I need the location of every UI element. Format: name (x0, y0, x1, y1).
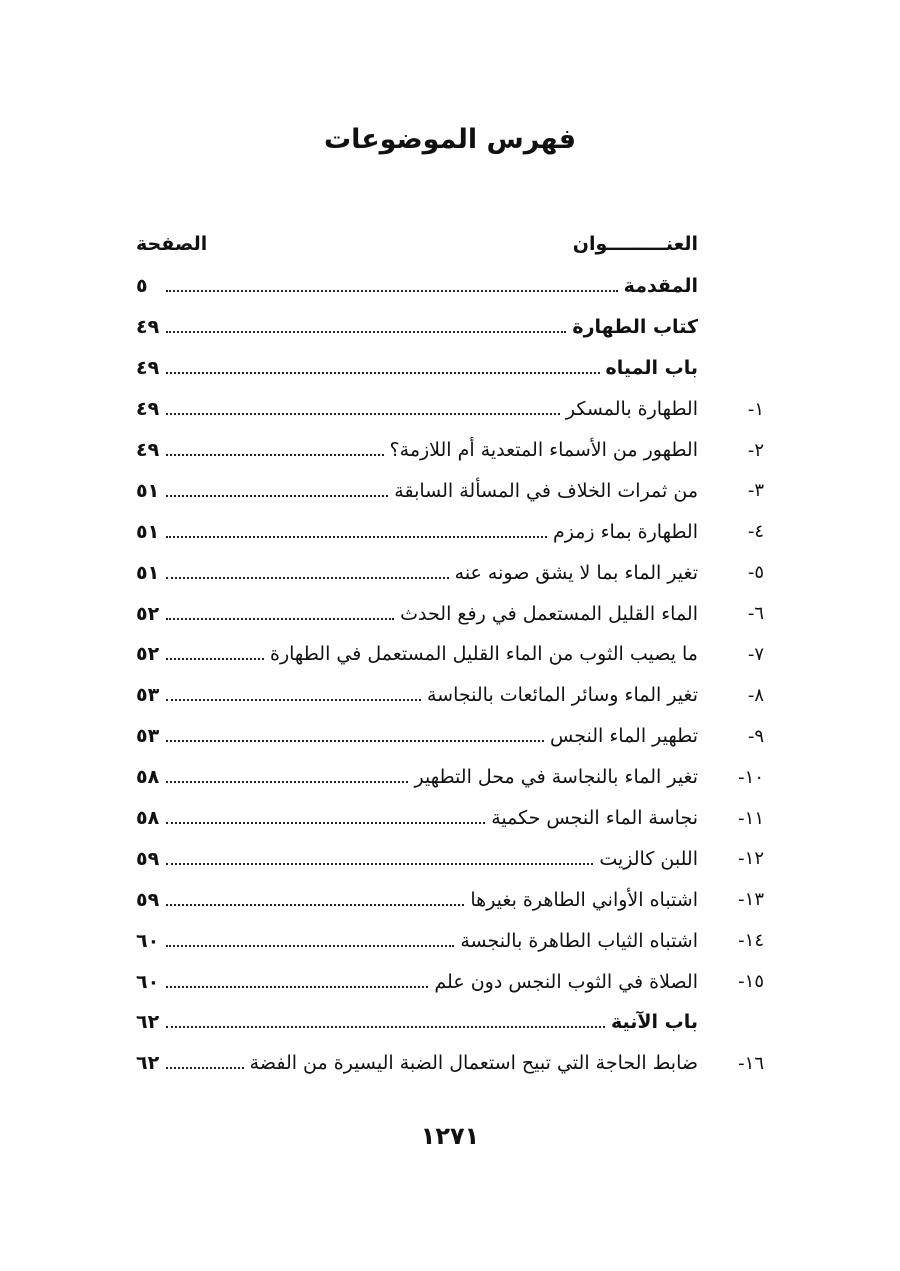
toc-entry (136, 1011, 698, 1033)
entry-number: ١- (747, 398, 764, 420)
entry-page-number: ٥٣ (136, 725, 160, 748)
entry-page-number: ٦٢ (136, 1011, 160, 1034)
toc-row (136, 798, 764, 839)
entry-page-number: ٥١ (136, 479, 160, 502)
page-column-header: الصفحة (136, 233, 208, 255)
toc-row (136, 593, 764, 634)
toc-row (136, 757, 764, 798)
dot-leader (166, 1026, 605, 1028)
toc-entry (136, 357, 698, 379)
entry-title: كتاب الطهارة (572, 316, 698, 339)
entry-title: الطهارة بالمسكر (565, 398, 698, 421)
toc-entry (136, 725, 698, 747)
entry-page-number: ٥٢ (136, 602, 160, 625)
entry-page-number: ٥٨ (136, 766, 160, 789)
toc-row (136, 920, 764, 961)
toc-entry (136, 807, 698, 829)
toc-row (136, 348, 764, 389)
toc-entry (136, 971, 698, 993)
dot-leader (166, 618, 394, 620)
entry-title: اشتباه الثياب الطاهرة بالنجسة (460, 929, 698, 952)
entry-page-number: ٦٢ (136, 1052, 160, 1075)
toc-entry (136, 643, 698, 665)
toc-row (136, 552, 764, 593)
toc-row (136, 879, 764, 920)
dot-leader (166, 1067, 244, 1069)
dot-leader (166, 986, 428, 988)
dot-leader (166, 904, 464, 906)
entry-number: ٩- (747, 725, 764, 747)
toc-entry (136, 439, 698, 461)
dot-leader (166, 699, 421, 701)
entry-page-number: ٤٩ (136, 439, 160, 461)
dot-leader (166, 781, 408, 783)
toc-row (136, 307, 764, 348)
table-of-contents (136, 266, 764, 1084)
entry-title: المقدمة (623, 275, 698, 298)
entry-number: ١٠- (738, 766, 764, 788)
toc-row (136, 716, 764, 757)
entry-title: تغير الماء بما لا يشق صونه عنه (454, 561, 698, 584)
entry-number: ٦- (747, 603, 764, 625)
toc-row (136, 430, 764, 471)
dot-leader (166, 658, 264, 660)
entry-page-number: ٤٩ (136, 357, 160, 380)
toc-entry (136, 684, 698, 706)
dot-leader (166, 740, 544, 742)
toc-entry (136, 930, 698, 952)
entry-title: اشتباه الأواني الطاهرة بغيرها (470, 888, 698, 911)
toc-row (136, 266, 764, 307)
toc-row (136, 961, 764, 1002)
toc-entry (136, 562, 698, 584)
entry-page-number: ٦٠ (136, 929, 160, 952)
entry-number: ١٤- (738, 930, 764, 952)
entry-title: الصلاة في الثوب النجس دون علم (434, 970, 698, 993)
dot-leader (166, 945, 454, 947)
entry-page-number: ٥٨ (136, 807, 160, 830)
toc-entry (136, 1052, 698, 1074)
entry-page-number: ٥١ (136, 561, 160, 584)
toc-row (136, 389, 764, 430)
entry-number: ٥- (747, 562, 764, 584)
entry-page-number: ٥٣ (136, 684, 160, 707)
dot-leader (166, 577, 449, 579)
dot-leader (166, 372, 600, 374)
entry-title: تغير الماء بالنجاسة في محل التطهير (414, 766, 698, 789)
entry-number: ٤- (747, 521, 764, 543)
toc-entry (136, 480, 698, 502)
toc-entry (136, 603, 698, 625)
toc-entry (136, 766, 698, 788)
page-title: فهرس الموضوعات (323, 124, 577, 155)
toc-row (136, 634, 764, 675)
entry-title: اللبن كالزيت (599, 847, 698, 870)
entry-title: من ثمرات الخلاف في المسألة السابقة (394, 479, 698, 502)
entry-page-number: ٤٩ (136, 398, 160, 421)
entry-number: ٧- (747, 643, 764, 665)
entry-number: ٣- (747, 480, 764, 502)
entry-page-number: ٥١ (136, 520, 160, 543)
dot-leader (166, 822, 485, 824)
entry-number: ١٢- (738, 848, 764, 870)
toc-row (136, 1043, 764, 1084)
entry-title: الطهور من الأسماء المتعدية أم اللازمة؟ (389, 439, 698, 461)
toc-row (136, 470, 764, 511)
entry-page-number: ٦٠ (136, 970, 160, 993)
dot-leader (166, 454, 384, 456)
entry-title: الماء القليل المستعمل في رفع الحدث (400, 602, 698, 625)
entry-page-number: ٤٩ (136, 316, 160, 339)
title-column-header: العنـــــــــوان (572, 233, 698, 255)
entry-number: ٨- (747, 684, 764, 706)
entry-title: نجاسة الماء النجس حكمية (491, 807, 698, 830)
toc-row (136, 838, 764, 879)
toc-entry (136, 521, 698, 543)
dot-leader (166, 536, 547, 538)
entry-title: الطهارة بماء زمزم (552, 520, 698, 543)
toc-entry (136, 848, 698, 870)
entry-title: ما يصيب الثوب من الماء القليل المستعمل في الطهارة (270, 643, 698, 666)
entry-title: باب الآنية (610, 1011, 698, 1034)
entry-number: ١١- (738, 807, 764, 829)
entry-number: ٢- (747, 439, 764, 461)
toc-row (136, 1002, 764, 1043)
toc-entry (136, 316, 698, 338)
entry-title: باب المياه (605, 357, 698, 380)
entry-title: تغير الماء وسائر المائعات بالنجاسة (427, 684, 698, 707)
toc-entry (136, 275, 698, 297)
dot-leader (166, 413, 560, 415)
page-number: ١٢٧١ (420, 1122, 480, 1150)
entry-page-number: ٥٢ (136, 643, 160, 666)
entry-page-number: ٥ (136, 275, 148, 298)
column-headers (136, 226, 698, 262)
entry-number: ١٣- (738, 889, 764, 911)
toc-entry (136, 889, 698, 911)
toc-row (136, 511, 764, 552)
entry-number: ١٥- (738, 971, 764, 993)
entry-page-number: ٥٩ (136, 847, 160, 870)
dot-leader (166, 495, 388, 497)
toc-entry (136, 398, 698, 420)
entry-title: تطهير الماء النجس (550, 725, 698, 748)
entry-title: ضابط الحاجة التي تبيح استعمال الضبة اليسيرة من الفضة (249, 1052, 698, 1075)
entry-number: ١٦- (738, 1052, 764, 1074)
entry-page-number: ٥٩ (136, 888, 160, 911)
toc-row (136, 675, 764, 716)
dot-leader (166, 290, 618, 292)
dot-leader (166, 863, 593, 865)
dot-leader (166, 331, 566, 333)
